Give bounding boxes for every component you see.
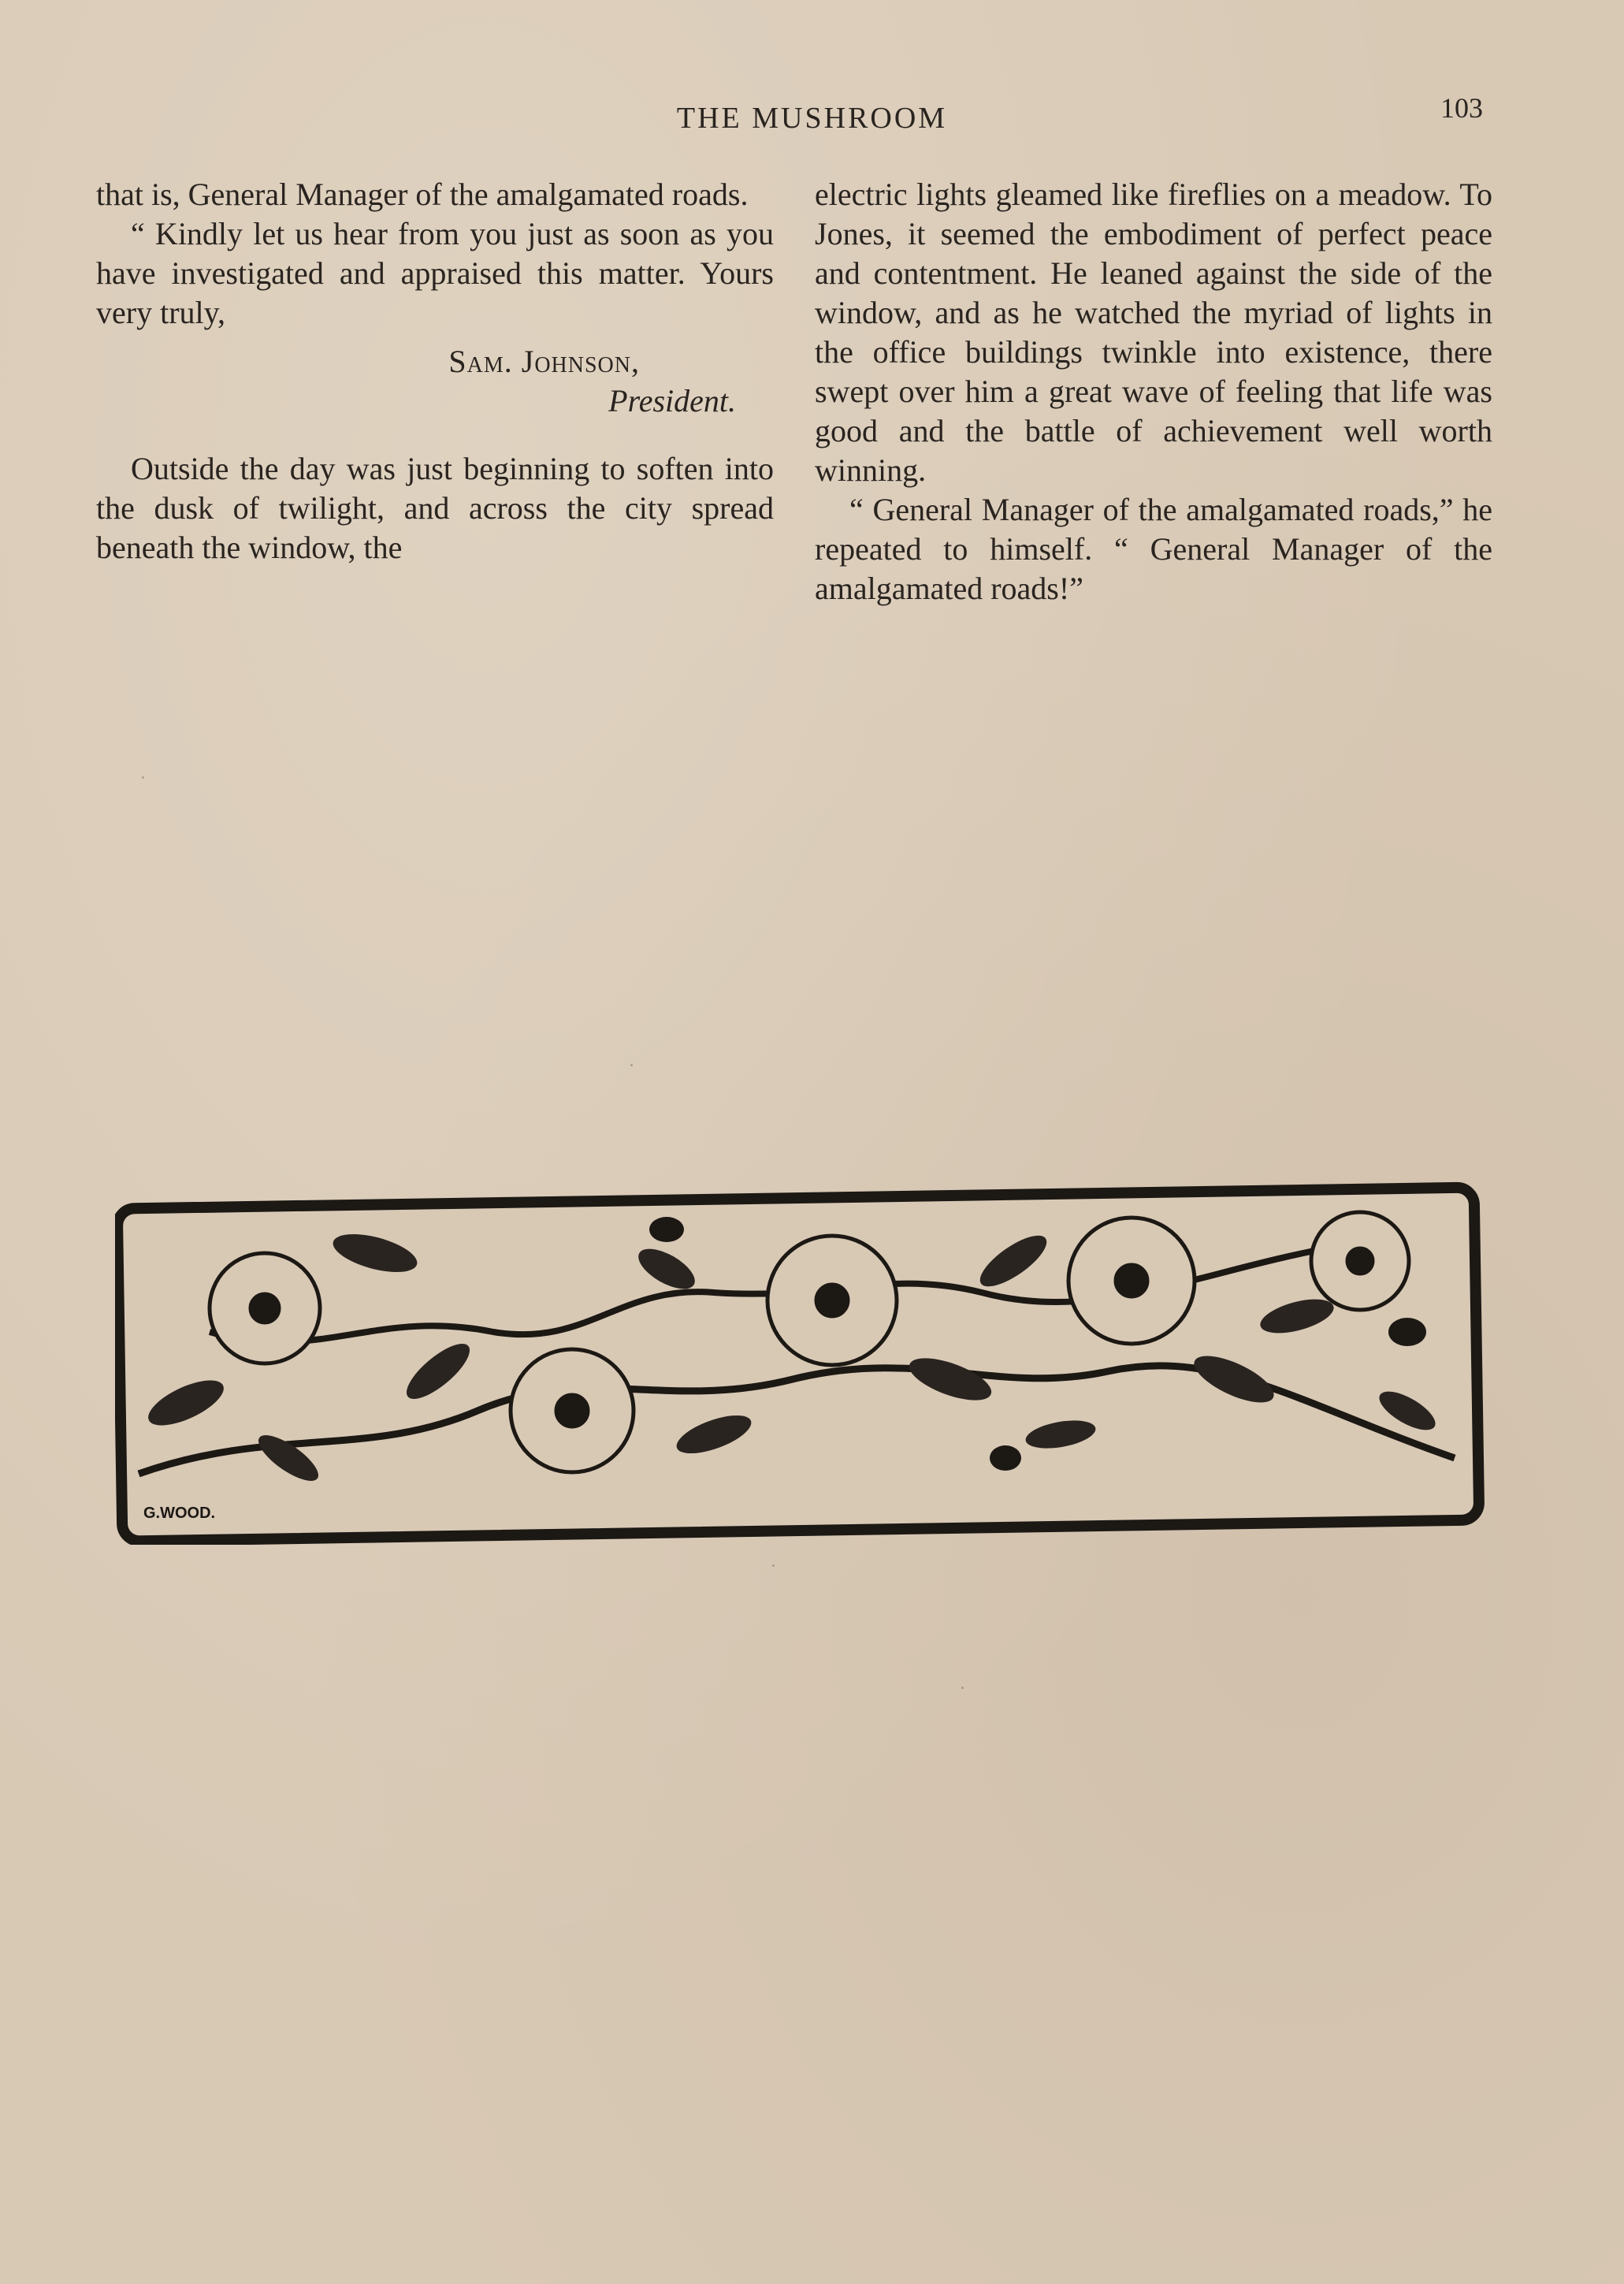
rose-vine-drawing: [115, 1174, 1486, 1545]
paper-speck: [772, 1564, 775, 1567]
left-paragraph-2: “ Kindly let us hear from you just as soon as you have investigated and appraised this matter. Yours very truly,: [96, 216, 774, 330]
artist-signature: G.WOOD.: [143, 1505, 216, 1522]
signature-title: President.: [608, 383, 736, 418]
letter-signature: [96, 342, 774, 421]
right-paragraph-1: electric lights gleamed like fireflies on a meadow. To Jones, it seemed the embodiment of perfect peace and contentment. He leaned against the side of the window, and as he watched the myriad of lights in the office buildings twinkle into existence, there swept over him a great wave of feeling that life was good and the battle of achievement well worth winning.: [815, 177, 1492, 488]
left-paragraph-3: Outside the day was just beginning to soften into the dusk of twilight, and across the city spread beneath the window, the: [96, 451, 774, 565]
paper-speck: [961, 1687, 964, 1689]
right-column: [815, 175, 1492, 608]
paper-speck: [630, 1064, 633, 1066]
paper-speck: [142, 776, 144, 779]
signature-name: Sam. Johnson,: [448, 344, 640, 379]
running-header: THE MUSHROOM: [676, 102, 948, 135]
left-column: [96, 175, 774, 567]
left-paragraph-1: that is, General Manager of the amalgamated roads.: [96, 177, 749, 212]
page-number: 103: [1440, 92, 1483, 124]
right-paragraph-2: “ General Manager of the amalgamated roads,” he repeated to himself. “ General Manager of the amalgamated roads!”: [815, 492, 1492, 606]
wild-rose-illustration: [115, 1174, 1486, 1545]
